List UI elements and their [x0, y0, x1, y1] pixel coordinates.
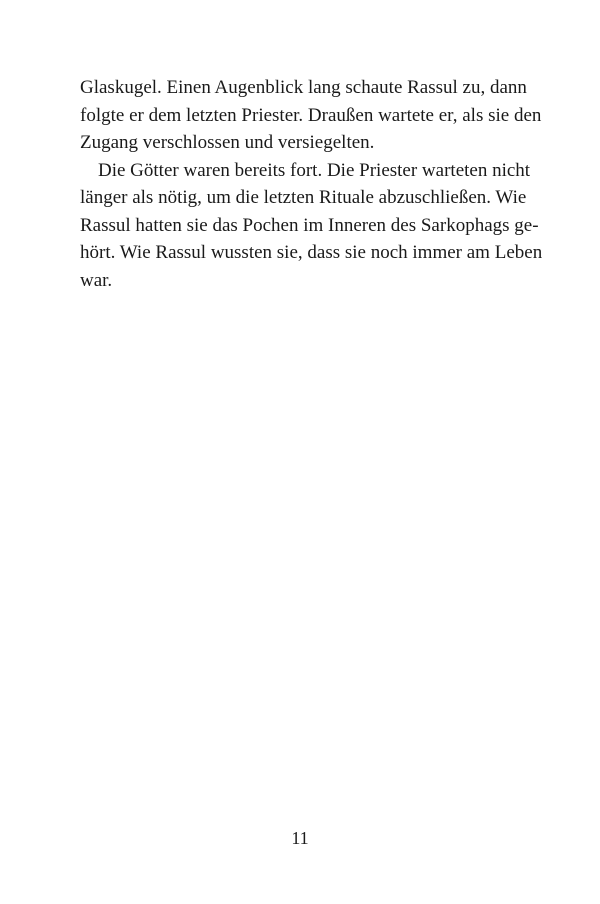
text-line: war.: [80, 269, 113, 291]
text-line: Zugang verschlossen und versiegelten.: [80, 132, 375, 153]
text-line: Rassul hatten sie das Pochen im Inneren des Sarkophags ge-: [80, 214, 539, 236]
text-line: hört. Wie Rassul wussten sie, dass sie noch immer am Leben: [80, 242, 543, 263]
paragraph-1: [80, 74, 542, 157]
text-line: Glaskugel. Einen Augenblick lang schaute Rassul zu, dann: [80, 77, 527, 98]
paragraph-2: [80, 157, 543, 295]
text-line: folgte er dem letzten Priester. Draußen wartete er, als sie den: [80, 104, 542, 126]
page-number: 11: [291, 828, 309, 848]
text-line: Die Götter waren bereits fort. Die Priester warteten nicht: [98, 159, 531, 181]
text-line: länger als nötig, um die letzten Rituale abzuschließen. Wie: [80, 187, 527, 208]
body-text: [80, 74, 543, 294]
